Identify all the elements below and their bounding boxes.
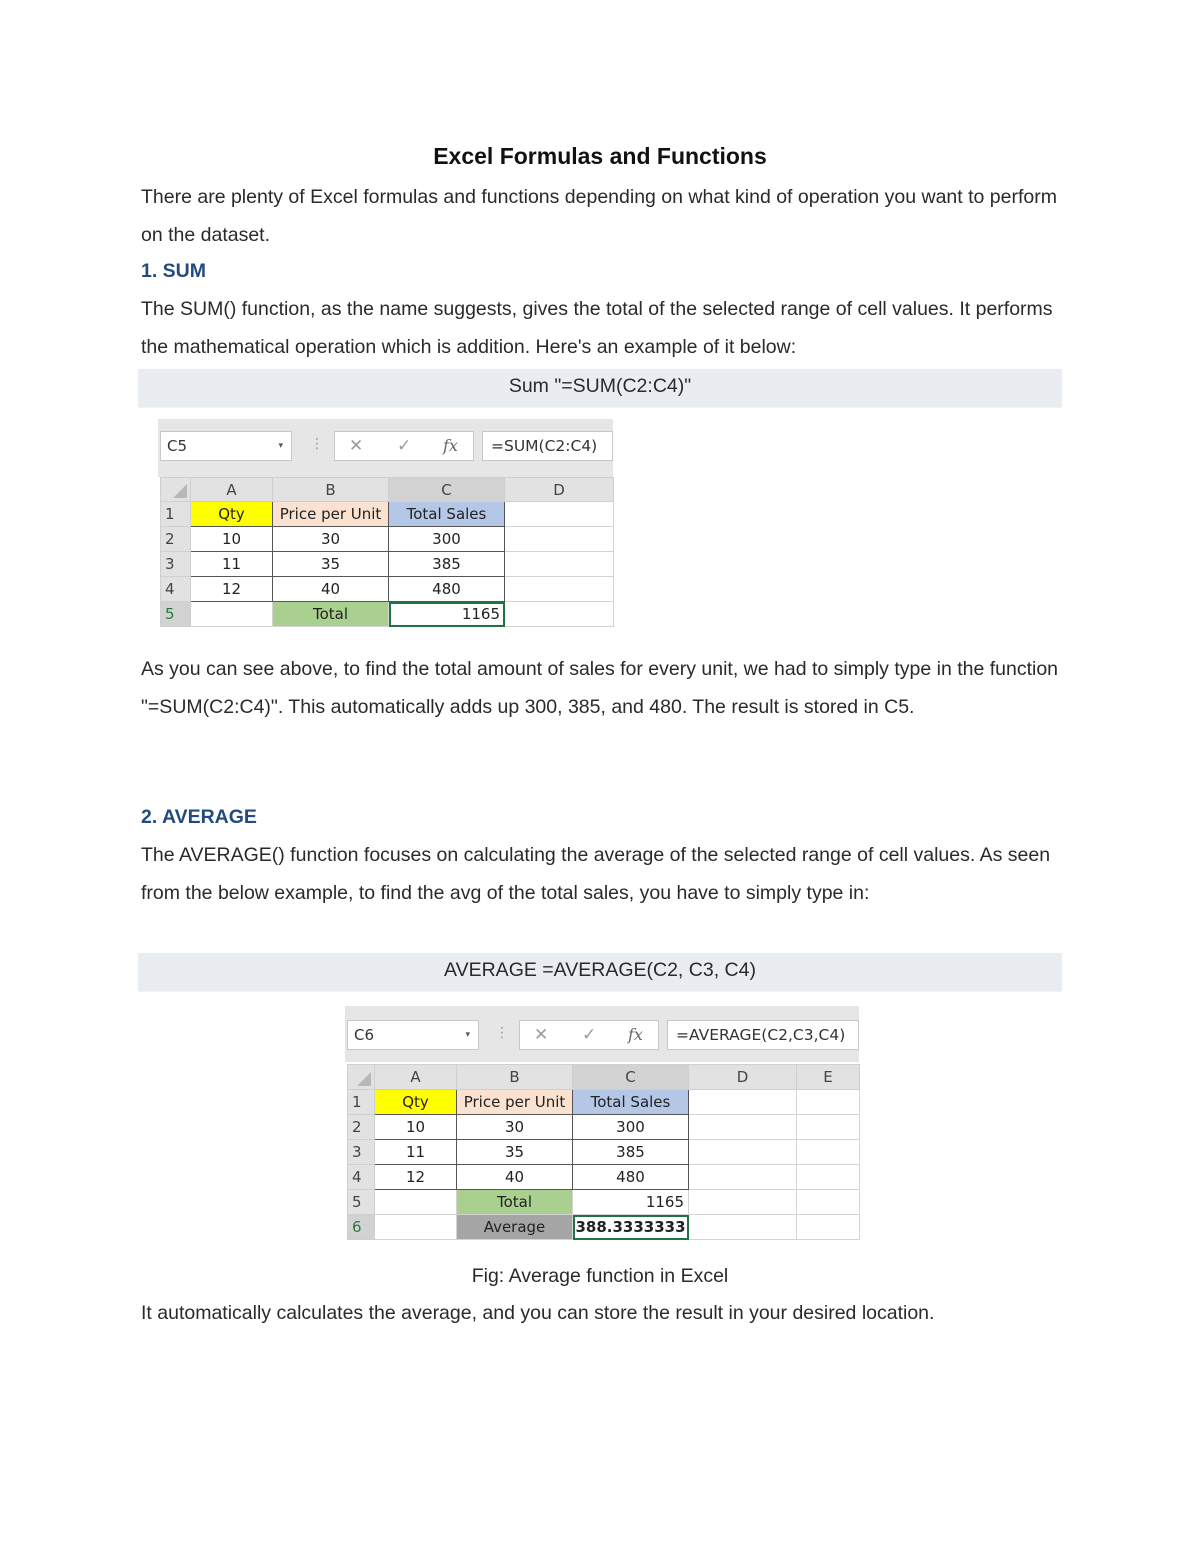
cell-empty[interactable] — [797, 1090, 860, 1115]
cell-empty[interactable] — [689, 1215, 797, 1240]
cell[interactable]: 385 — [389, 552, 505, 577]
cell[interactable]: 11 — [375, 1140, 457, 1165]
formula-buttons — [334, 431, 474, 461]
select-all-corner[interactable] — [161, 478, 191, 502]
cell-empty[interactable] — [797, 1190, 860, 1215]
cell-empty[interactable] — [689, 1190, 797, 1215]
cell[interactable]: 11 — [191, 552, 273, 577]
cell-price-header[interactable]: Price per Unit — [273, 502, 389, 527]
cell-total-value[interactable]: 1165 — [389, 602, 505, 627]
cell[interactable]: 40 — [457, 1165, 573, 1190]
column-header[interactable]: B — [457, 1065, 573, 1090]
cell-empty[interactable] — [505, 577, 614, 602]
cell-total-label[interactable]: Total — [273, 602, 389, 627]
cell-empty[interactable] — [505, 502, 614, 527]
chevron-down-icon: ▾ — [465, 1030, 470, 1040]
cell[interactable]: 35 — [457, 1140, 573, 1165]
row-header[interactable]: 1 — [348, 1090, 375, 1115]
dots-icon: ⋮ — [495, 1025, 509, 1041]
cell[interactable]: 35 — [273, 552, 389, 577]
formula-input[interactable]: =AVERAGE(C2,C3,C4) — [667, 1020, 859, 1050]
fx-icon[interactable]: fx — [443, 436, 458, 455]
cell-average-value[interactable]: 388.3333333 — [573, 1215, 689, 1240]
name-box[interactable] — [347, 1020, 479, 1050]
cell[interactable]: 10 — [375, 1115, 457, 1140]
name-box-value: C5 — [167, 437, 188, 455]
row-header[interactable]: 5 — [348, 1190, 375, 1215]
average-heading: 2. AVERAGE — [141, 806, 257, 828]
column-header[interactable]: A — [375, 1065, 457, 1090]
column-header[interactable]: A — [191, 478, 273, 502]
cell-qty-header[interactable]: Qty — [375, 1090, 457, 1115]
cell-total-label[interactable]: Total — [457, 1190, 573, 1215]
column-header[interactable]: D — [505, 478, 614, 502]
sum-explanation: As you can see above, to find the total amount of sales for every unit, we had to simply type in the function "=SUM(C2:C4)". This automatically adds up 300, 385, and 480. The result is stored in C5. — [141, 658, 1059, 718]
cell[interactable]: 480 — [573, 1165, 689, 1190]
row-header[interactable]: 2 — [348, 1115, 375, 1140]
cell-total-value[interactable]: 1165 — [573, 1190, 689, 1215]
chevron-down-icon: ▾ — [278, 441, 283, 451]
formula-buttons — [519, 1020, 659, 1050]
cell[interactable]: 12 — [191, 577, 273, 602]
cell-empty[interactable] — [797, 1140, 860, 1165]
excel-sum-screenshot — [158, 419, 613, 632]
cell-empty[interactable] — [689, 1140, 797, 1165]
row-header[interactable]: 4 — [161, 577, 191, 602]
column-header[interactable]: D — [689, 1065, 797, 1090]
formula-input[interactable]: =SUM(C2:C4) — [482, 431, 613, 461]
cell[interactable]: 30 — [457, 1115, 573, 1140]
cell-empty[interactable] — [797, 1165, 860, 1190]
cell[interactable]: 12 — [375, 1165, 457, 1190]
name-box[interactable] — [160, 431, 292, 461]
checkmark-icon[interactable]: ✓ — [397, 436, 412, 456]
row-header[interactable]: 3 — [161, 552, 191, 577]
cell-empty[interactable] — [375, 1190, 457, 1215]
cell-empty[interactable] — [505, 552, 614, 577]
cell-qty-header[interactable]: Qty — [191, 502, 273, 527]
cell-empty[interactable] — [689, 1090, 797, 1115]
cancel-icon[interactable]: ✕ — [534, 1025, 549, 1045]
sheet-grid — [347, 1064, 860, 1240]
name-box-value: C6 — [354, 1026, 375, 1044]
column-header[interactable]: B — [273, 478, 389, 502]
row-header[interactable]: 5 — [161, 602, 191, 627]
column-header[interactable]: C — [389, 478, 505, 502]
sum-description: The SUM() function, as the name suggests, gives the total of the selected range of cell values. It performs the mathematical operation which is addition. Here's an example of it below: — [141, 298, 1053, 358]
cell[interactable]: 300 — [389, 527, 505, 552]
cell-empty[interactable] — [505, 602, 614, 627]
average-description: The AVERAGE() function focuses on calculating the average of the selected range of cell values. As seen from the below example, to find the avg of the total sales, you have to simply type in: — [141, 844, 1051, 904]
cancel-icon[interactable]: ✕ — [349, 436, 364, 456]
column-header[interactable]: E — [797, 1065, 860, 1090]
cell-price-header[interactable]: Price per Unit — [457, 1090, 573, 1115]
sum-formula-bar: Sum "=SUM(C2:C4)" — [138, 369, 1062, 408]
cell[interactable]: 40 — [273, 577, 389, 602]
row-header[interactable]: 2 — [161, 527, 191, 552]
cell-empty[interactable] — [689, 1115, 797, 1140]
cell[interactable]: 385 — [573, 1140, 689, 1165]
cell-empty[interactable] — [505, 527, 614, 552]
cell-empty[interactable] — [689, 1165, 797, 1190]
row-header[interactable]: 6 — [348, 1215, 375, 1240]
cell-average-label[interactable]: Average — [457, 1215, 573, 1240]
sheet-grid — [160, 477, 614, 627]
row-header[interactable]: 4 — [348, 1165, 375, 1190]
column-header[interactable]: C — [573, 1065, 689, 1090]
cell-empty[interactable] — [191, 602, 273, 627]
page-title: Excel Formulas and Functions — [433, 143, 767, 169]
cell-empty[interactable] — [375, 1215, 457, 1240]
dots-icon: ⋮ — [310, 436, 324, 452]
fx-icon[interactable]: fx — [628, 1025, 643, 1044]
row-header[interactable]: 3 — [348, 1140, 375, 1165]
select-all-corner[interactable] — [348, 1065, 375, 1090]
cell[interactable]: 10 — [191, 527, 273, 552]
cell[interactable]: 300 — [573, 1115, 689, 1140]
cell-sales-header[interactable]: Total Sales — [389, 502, 505, 527]
cell-empty[interactable] — [797, 1115, 860, 1140]
cell-sales-header[interactable]: Total Sales — [573, 1090, 689, 1115]
row-header[interactable]: 1 — [161, 502, 191, 527]
cell[interactable]: 30 — [273, 527, 389, 552]
checkmark-icon[interactable]: ✓ — [582, 1025, 597, 1045]
cell-empty[interactable] — [797, 1215, 860, 1240]
figure-caption: Fig: Average function in Excel — [471, 1265, 729, 1287]
sum-heading: 1. SUM — [141, 260, 207, 282]
cell[interactable]: 480 — [389, 577, 505, 602]
average-formula-bar: AVERAGE =AVERAGE(C2, C3, C4) — [138, 953, 1062, 992]
intro-paragraph: There are plenty of Excel formulas and functions depending on what kind of operation you want to perform on the dataset. — [141, 186, 1057, 246]
average-conclusion: It automatically calculates the average, and you can store the result in your desired location. — [141, 1302, 935, 1324]
excel-average-screenshot — [345, 1006, 859, 1243]
